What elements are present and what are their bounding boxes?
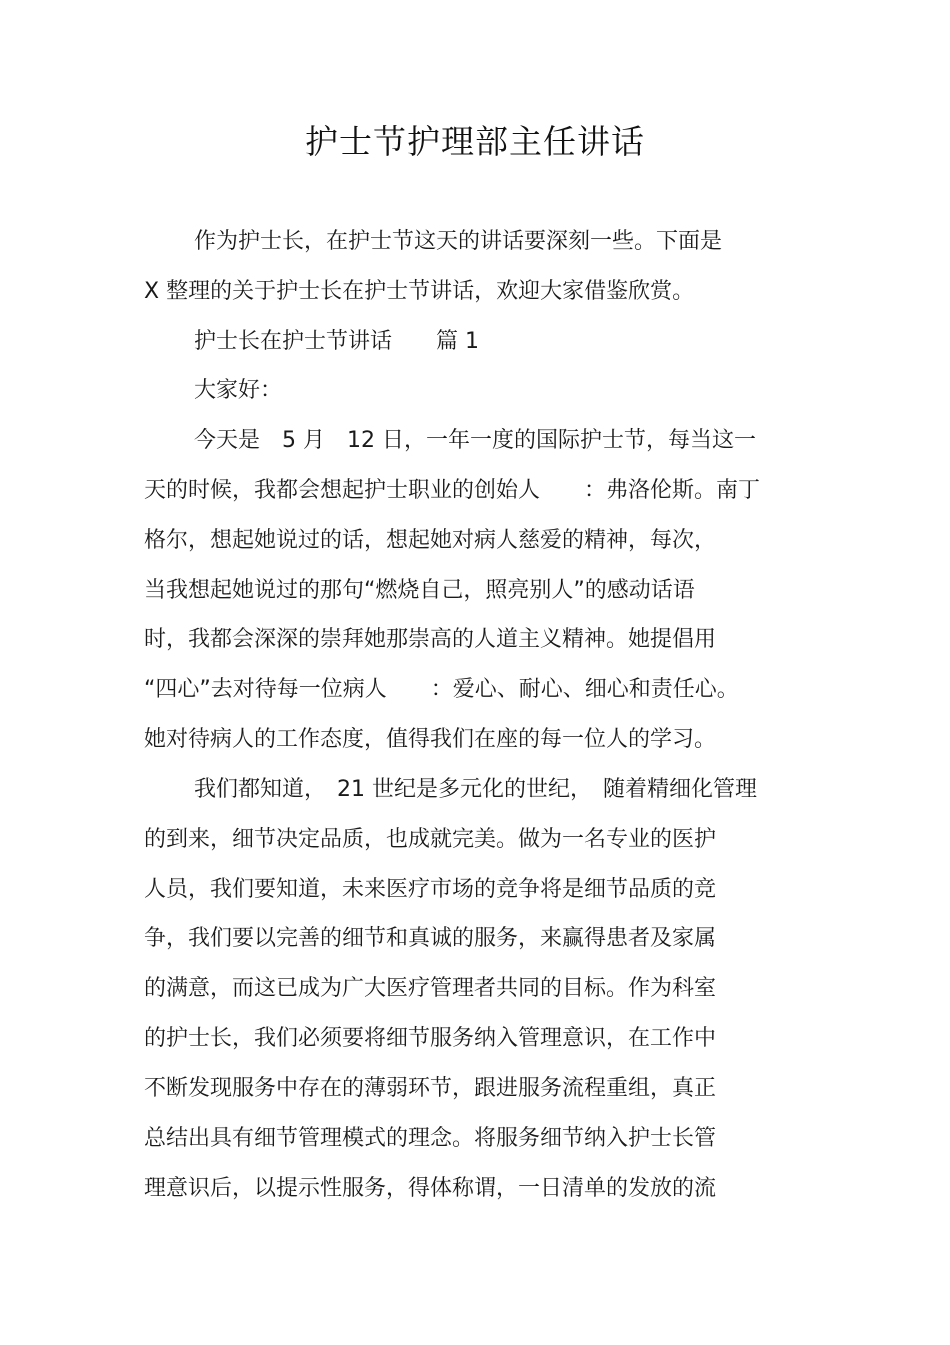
body-line: 理意识后，以提示性服务，得体称谓，一日清单的发放的流 xyxy=(144,1176,717,1201)
body-line: X 整理的关于护士长在护士节讲话，欢迎大家借鉴欣赏。 xyxy=(144,279,695,304)
document-title: 护士节护理部主任讲话 xyxy=(305,122,645,161)
body-line: 不断发现服务中存在的薄弱环节，跟进服务流程重组，真正 xyxy=(144,1076,717,1101)
body-line: 天的时候，我都会想起护士职业的创始人 ：弗洛伦斯。南丁 xyxy=(144,478,761,503)
body-line: 的满意，而这已成为广大医疗管理者共同的目标。作为科室 xyxy=(144,976,717,1001)
body-line: 我们都知道， 21 世纪是多元化的世纪， 随着精细化管理 xyxy=(194,777,757,802)
body-line: “四心”去对待每一位病人 ：爱心、耐心、细心和责任心。 xyxy=(144,677,739,702)
section-heading: 护士长在护士节讲话 篇 1 xyxy=(194,329,479,354)
body-line: 总结出具有细节管理模式的理念。将服务细节纳入护士长管 xyxy=(144,1126,717,1151)
body-line: 作为护士长，在护士节这天的讲话要深刻一些。下面是 xyxy=(194,229,723,254)
body-line: 的到来，细节决定品质，也成就完美。做为一名专业的医护 xyxy=(144,827,717,852)
body-line: 今天是 5 月 12 日，一年一度的国际护士节，每当这一 xyxy=(194,428,756,453)
body-line: 争，我们要以完善的细节和真诚的服务，来赢得患者及家属 xyxy=(144,926,717,951)
body-line: 的护士长，我们必须要将细节服务纳入管理意识，在工作中 xyxy=(144,1026,717,1051)
body-line: 格尔，想起她说过的话，想起她对病人慈爱的精神，每次， xyxy=(144,528,717,553)
body-line: 当我想起她说过的那句“燃烧自己，照亮别人”的感动话语 xyxy=(144,578,695,603)
salutation: 大家好： xyxy=(194,378,283,403)
body-line: 时，我都会深深的崇拜她那崇高的人道主义精神。她提倡用 xyxy=(144,627,717,652)
body-line: 她对待病人的工作态度，值得我们在座的每一位人的学习。 xyxy=(144,727,717,752)
body-line: 人员，我们要知道，未来医疗市场的竞争将是细节品质的竞 xyxy=(144,877,717,902)
